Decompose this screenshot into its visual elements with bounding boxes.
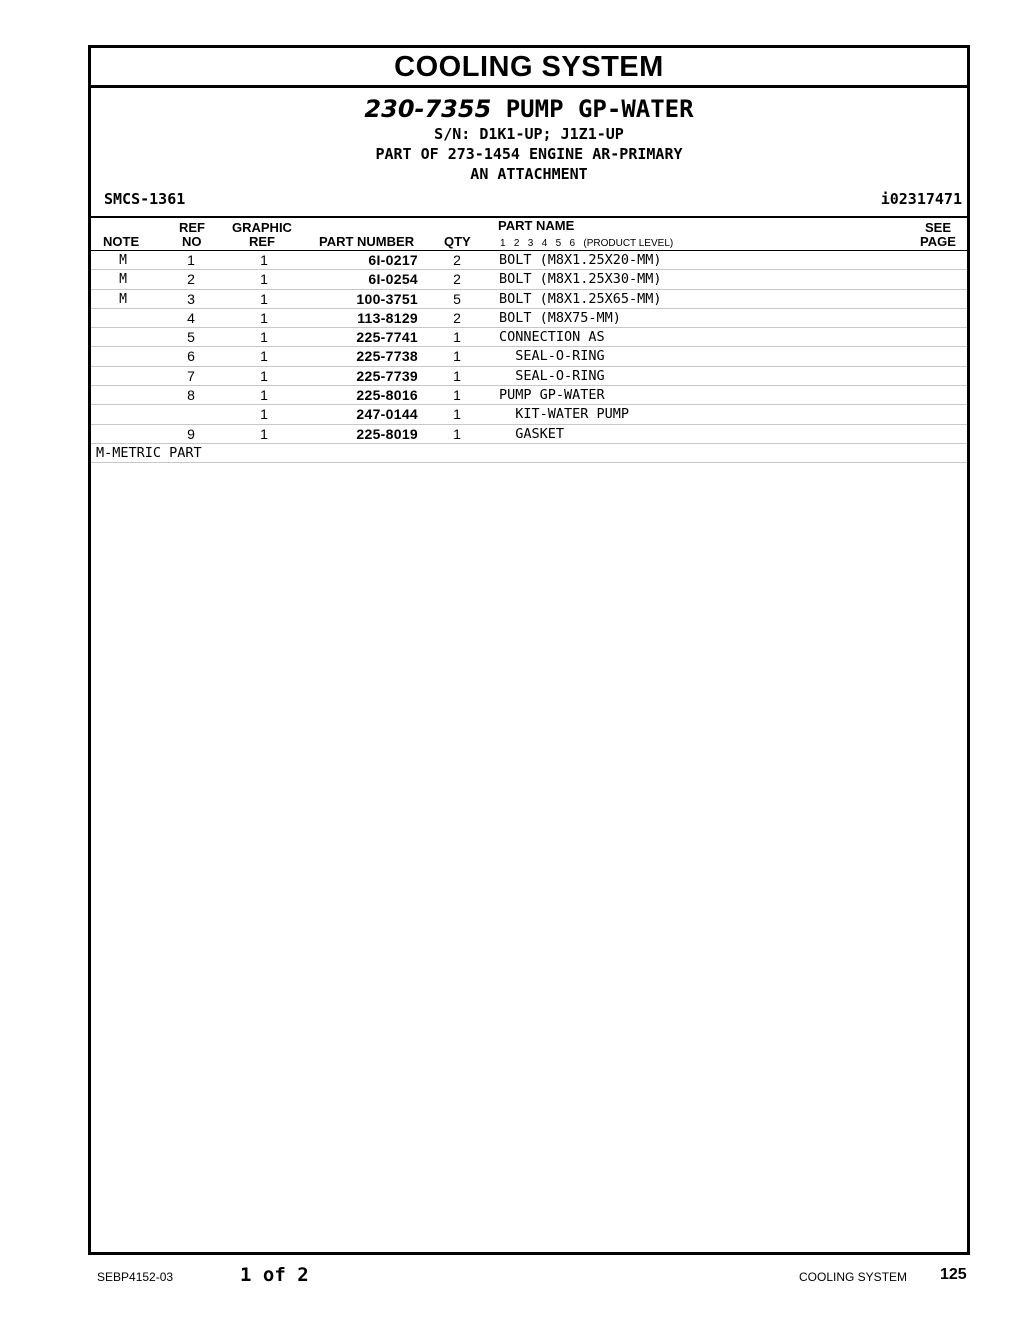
ref-no-cell: 3 xyxy=(187,290,195,307)
ref-no-cell: 9 xyxy=(187,425,195,442)
part-number-cell: 225-7739 xyxy=(356,367,418,384)
part-name-cell: BOLT (M8X1.25X30-MM) xyxy=(499,271,662,288)
part-name-cell: BOLT (M8X1.25X65-MM) xyxy=(499,290,662,307)
col-qty: QTY xyxy=(444,234,471,249)
table-row xyxy=(91,309,967,328)
table-row xyxy=(91,270,967,289)
assembly-name: PUMP GP-WATER xyxy=(505,95,694,123)
part-name-cell: PUMP GP-WATER xyxy=(499,387,605,404)
part-number-cell: 113-8129 xyxy=(357,309,418,326)
qty-cell: 1 xyxy=(453,425,461,442)
table-row xyxy=(91,290,967,309)
graphic-ref-cell: 1 xyxy=(260,406,268,423)
col-note: NOTE xyxy=(103,234,140,249)
part-name-cell: SEAL-O-RING xyxy=(499,367,605,384)
note-cell: M xyxy=(119,291,127,307)
illustration-id: i02317471 xyxy=(880,190,962,208)
assembly-part-number: 230-7355 xyxy=(364,95,492,123)
col-see-page-bottom: PAGE xyxy=(920,234,956,249)
col-part-number: PART NUMBER xyxy=(319,234,415,249)
col-ref-no-bottom: NO xyxy=(182,234,202,249)
part-number-cell: 225-8019 xyxy=(356,425,418,442)
qty-cell: 2 xyxy=(453,271,461,288)
table-row xyxy=(91,347,967,366)
parts-table-body xyxy=(91,251,967,444)
page-number: 125 xyxy=(940,1266,967,1283)
table-row xyxy=(91,386,967,405)
part-number-cell: 247-0144 xyxy=(356,406,418,423)
graphic-ref-cell: 1 xyxy=(260,425,268,442)
part-number-cell: 100-3751 xyxy=(356,290,418,307)
note-cell: M xyxy=(119,272,127,288)
part-name-cell: CONNECTION AS xyxy=(499,329,605,346)
col-product-levels: 1 2 3 4 5 6 (PRODUCT LEVEL) xyxy=(500,238,674,249)
part-number-cell: 6I-0217 xyxy=(368,252,418,268)
part-number-cell: 225-8016 xyxy=(356,387,418,404)
col-see-page-top: SEE xyxy=(925,220,952,235)
part-number-cell: 225-7738 xyxy=(356,348,418,365)
table-header xyxy=(91,218,967,251)
page-footer xyxy=(0,1262,1020,1292)
qty-cell: 1 xyxy=(453,367,461,384)
doc-number: SEBP4152-03 xyxy=(97,1270,174,1284)
graphic-ref-cell: 1 xyxy=(260,367,268,384)
part-name-cell: BOLT (M8X1.25X20-MM) xyxy=(499,252,662,268)
footer-section: COOLING SYSTEM xyxy=(799,1270,908,1284)
ref-no-cell: 8 xyxy=(187,387,195,404)
serial-line: S/N: D1K1-UP; J1Z1-UP xyxy=(434,125,624,143)
graphic-ref-cell: 1 xyxy=(260,252,268,268)
col-part-name: PART NAME xyxy=(498,218,575,233)
part-number-cell: 225-7741 xyxy=(356,329,418,346)
ref-no-cell: 5 xyxy=(187,329,195,346)
note-cell: M xyxy=(119,253,127,268)
part-name-cell: SEAL-O-RING xyxy=(499,348,605,365)
ref-no-cell: 4 xyxy=(187,309,195,326)
table-row xyxy=(91,328,967,347)
attachment-line: AN ATTACHMENT xyxy=(470,165,588,183)
qty-cell: 5 xyxy=(453,290,461,307)
col-graphic-ref-top: GRAPHIC xyxy=(232,220,292,235)
ref-no-cell: 1 xyxy=(187,252,195,268)
graphic-ref-cell: 1 xyxy=(260,309,268,326)
ref-no-cell: 2 xyxy=(187,271,195,288)
graphic-ref-cell: 1 xyxy=(260,329,268,346)
table-row xyxy=(91,251,967,270)
qty-cell: 1 xyxy=(453,348,461,365)
parts-sheet xyxy=(88,45,970,1255)
graphic-ref-cell: 1 xyxy=(260,348,268,365)
part-name-cell: BOLT (M8X75-MM) xyxy=(499,309,621,326)
assembly-header xyxy=(91,88,967,218)
graphic-ref-cell: 1 xyxy=(260,290,268,307)
col-ref-no-top: REF xyxy=(179,220,205,235)
part-name-cell: KIT-WATER PUMP xyxy=(499,406,630,423)
assembly-title xyxy=(91,94,967,124)
graphic-ref-cell: 1 xyxy=(260,271,268,288)
smcs-code: SMCS-1361 xyxy=(104,190,186,208)
qty-cell: 1 xyxy=(453,387,461,404)
qty-cell: 1 xyxy=(453,406,461,423)
qty-cell: 2 xyxy=(453,252,461,268)
graphic-ref-cell: 1 xyxy=(260,387,268,404)
part-name-cell: GASKET xyxy=(499,425,565,442)
page-of: 1 of 2 xyxy=(240,1264,309,1286)
col-graphic-ref-bottom: REF xyxy=(249,234,275,249)
table-row xyxy=(91,425,967,444)
table-row xyxy=(91,367,967,386)
ref-no-cell: 6 xyxy=(187,348,195,365)
part-number-cell: 6I-0254 xyxy=(368,271,418,288)
qty-cell: 2 xyxy=(453,309,461,326)
footnote: M-METRIC PART xyxy=(91,444,967,463)
table-row xyxy=(91,405,967,424)
section-title: COOLING SYSTEM xyxy=(91,48,967,88)
qty-cell: 1 xyxy=(453,329,461,346)
ref-no-cell: 7 xyxy=(187,367,195,384)
part-of-line: PART OF 273-1454 ENGINE AR-PRIMARY xyxy=(375,145,683,163)
